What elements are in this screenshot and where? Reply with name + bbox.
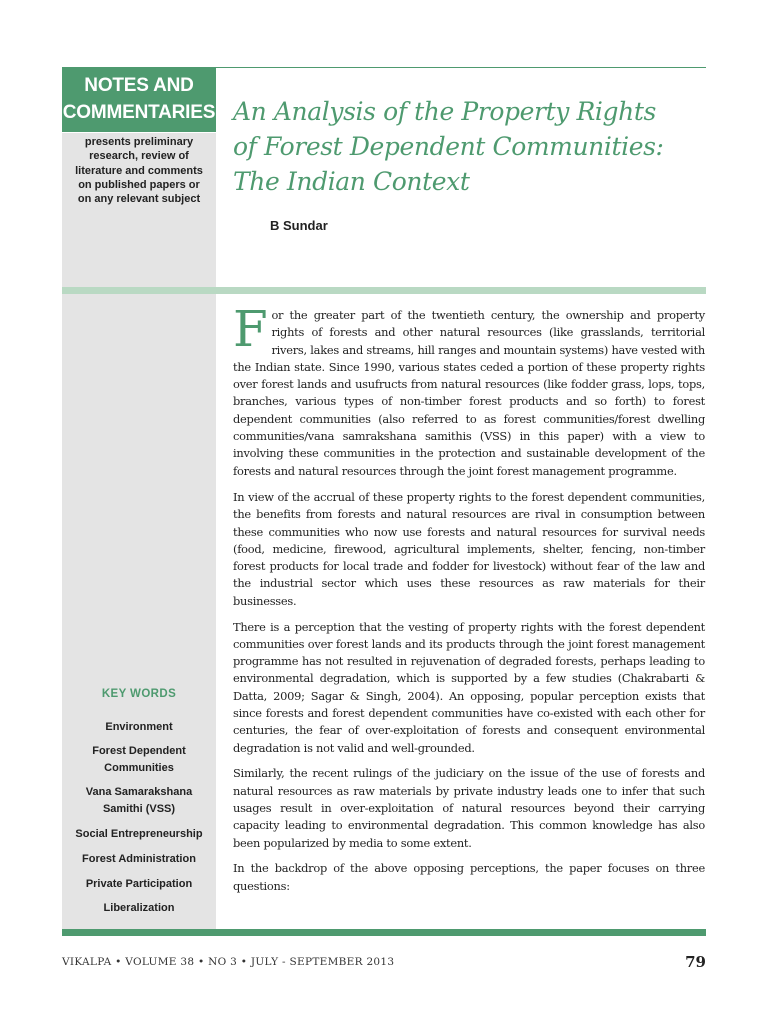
section-description: presents preliminary research, review of literature and comments on published papers or on any relevant subject: [62, 133, 216, 287]
article-body: [233, 300, 705, 904]
keywords-list: [62, 719, 216, 917]
paragraph-1-text: or the greater part of the twentieth century, the ownership and property rights of forests and other natural resources (like grasslands, territorial rivers, lakes and streams, hill ranges and mountain systems) have vested with the Indian state. Since 1990, various states ceded a portion of these property rights over forest lands and usufructs from natural resources (like fodder grass, lops, tops, branches, various types of non-timber forest products and so forth) to forest dependent communities (also referred to as forest communities/forest dwelling communities/vana samrakshana samithis (VSS) in this paper) with a view to involving these communities in the protection and sustainable development of the forests and natural resources through the joint forest management programme.: [233, 308, 705, 478]
paragraph-2: In view of the accrual of these property rights to the forest dependent communities, the benefits from forests and natural resources are rival in consumption between these communities who now use forests and natural resources for survival needs (food, medicine, firewood, agricultural implements, shelter, fencing, non-timber forest products for local trade and fodder for livestock) without fear of the law and the industrial sector which uses these resources as raw materials for their businesses.: [233, 489, 705, 608]
paragraph-5: In the backdrop of the above opposing perceptions, the paper focuses on three questions:: [233, 861, 705, 893]
paragraph-3: There is a perception that the vesting of property rights with the forest dependent communities over forest lands and its products through the joint forest management programme has not resulted in rejuvenation of degraded forests, perhaps leading to environmental degradation, which is supported by a few studies (Chakrabarti & Datta, 2009; Sagar & Singh, 2004). An opposing, popular perception exists that since forests and forest dependent communities have co-existed with each other for centuries, the fear of over-exploitation of forests and consequent environmental degradation is not valid and well-grounded.: [233, 619, 705, 755]
drop-cap: F: [233, 300, 268, 358]
keyword-item: Liberalization: [103, 902, 175, 914]
section-label-line1: NOTES AND: [84, 75, 194, 96]
title-line-2: of Forest Dependent Communities:: [233, 132, 664, 161]
page-number: 79: [685, 953, 706, 971]
author-name: B Sundar: [270, 218, 328, 233]
section-label-line2: COMMENTARIES: [62, 102, 216, 123]
footer-divider-band: [62, 929, 706, 936]
keywords-heading: KEY WORDS: [101, 688, 177, 700]
keyword-item: Forest Dependent Communities: [92, 745, 186, 774]
title-line-1: An Analysis of the Property Rights: [233, 97, 656, 126]
article-title: [233, 94, 703, 199]
keyword-item: Environment: [105, 721, 173, 733]
keyword-item: Vana Samarakshana Samithi (VSS): [85, 786, 193, 815]
journal-citation: VIKALPA • VOLUME 38 • NO 3 • JULY - SEPTEMBER 2013: [62, 956, 395, 968]
section-label-box: [62, 68, 216, 132]
paragraph-1: [233, 300, 705, 480]
keyword-item: Social Entrepreneurship: [75, 828, 203, 840]
keyword-item: Private Participation: [85, 878, 193, 890]
header-divider-band: [62, 287, 706, 294]
title-line-3: The Indian Context: [233, 167, 470, 196]
keyword-item: Forest Administration: [82, 853, 196, 865]
paragraph-4: Similarly, the recent rulings of the judiciary on the issue of the use of forests and natural resources as raw materials by private industry leads one to infer that such usages result in over-exploitation of natural resources beyond their carrying capacity leading to environmental degradation. This common knowledge has also been popularized by media to some extent.: [233, 766, 705, 850]
